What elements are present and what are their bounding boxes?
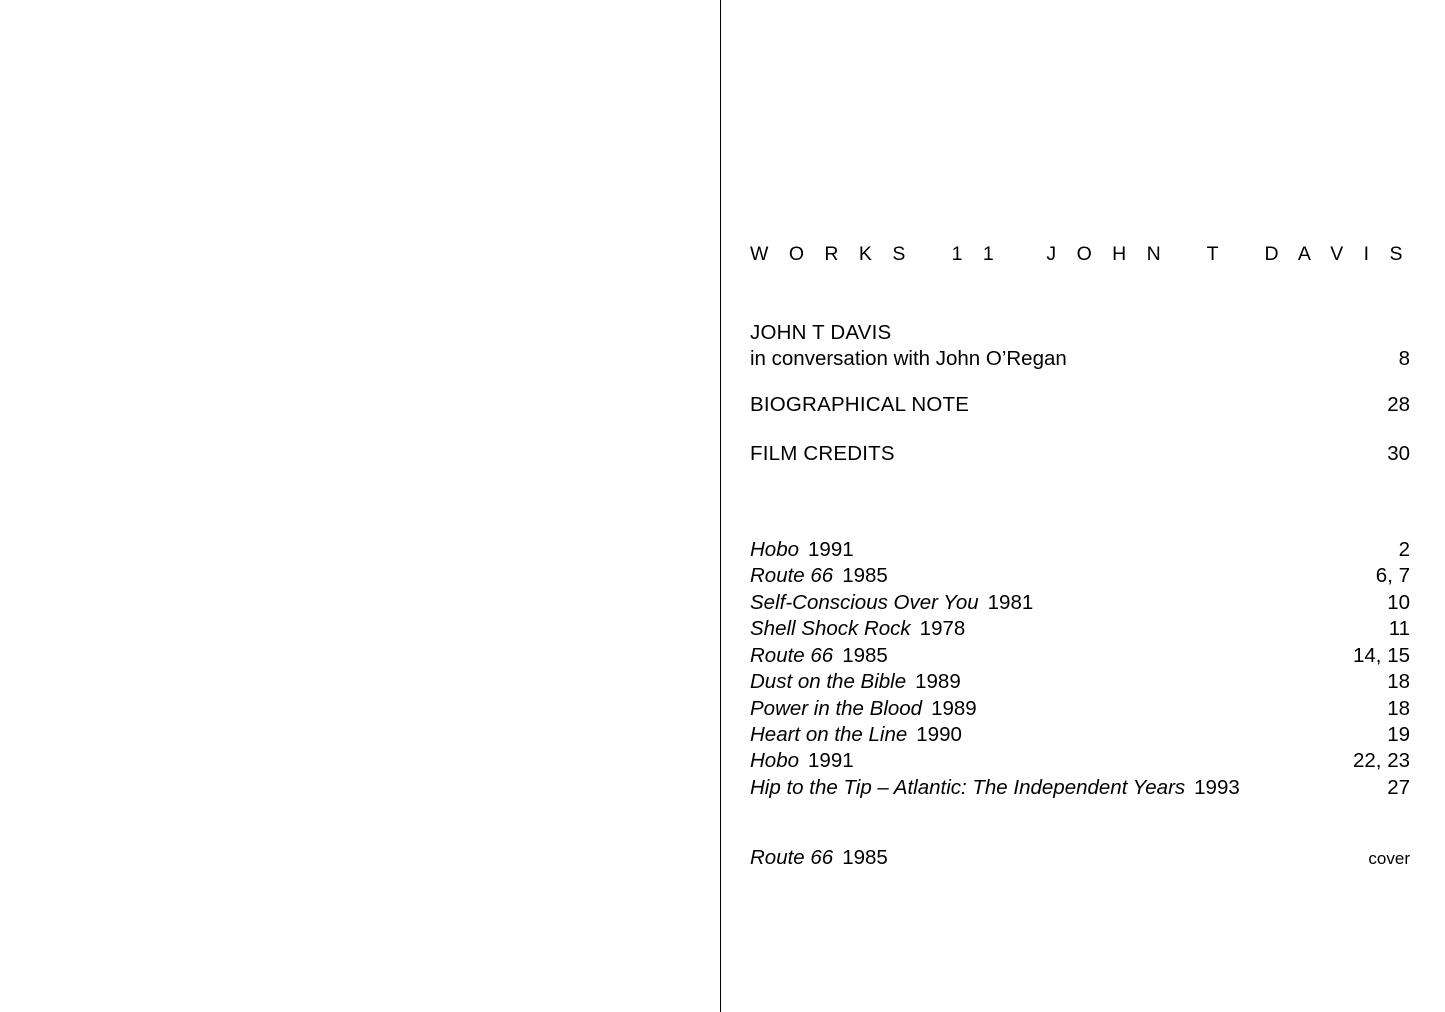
film-title: Shell Shock Rock (750, 617, 911, 641)
film-title: Heart on the Line (750, 723, 908, 746)
film-title: Hobo (750, 537, 800, 561)
film-title: Route 66 (750, 643, 834, 667)
biographical-note-page: 28 (1387, 393, 1410, 417)
film-year: 1985 (842, 643, 888, 667)
film-year: 1978 (919, 617, 966, 641)
running-head (750, 243, 1410, 266)
film-title: Power in the Blood (750, 696, 923, 720)
film-page: 18 (1387, 696, 1410, 720)
film-title: Route 66 (750, 564, 834, 588)
film-year: 1989 (931, 696, 977, 720)
film-year: 1981 (987, 590, 1034, 614)
film-year: 1991 (808, 537, 854, 561)
film-title: Hobo (750, 749, 800, 773)
film-title: Dust on the Bible (750, 670, 907, 694)
spacer (750, 489, 1410, 537)
running-head-left: W O R K S 1 1 (750, 243, 1002, 265)
toc-row (750, 441, 1410, 467)
film-list (750, 537, 1410, 801)
interview-title-line2: in conversation with John O’Regan (750, 347, 1067, 371)
list-item (750, 537, 1410, 563)
list-item (750, 722, 1410, 748)
interview-title-line1: JOHN T DAVIS (750, 321, 892, 344)
film-page: 10 (1387, 590, 1410, 614)
film-page: 2 (1398, 537, 1410, 561)
film-page: 27 (1387, 775, 1410, 799)
toc-entry-film-credits (750, 441, 1410, 467)
film-page: 18 (1387, 670, 1410, 694)
film-page: 6, 7 (1375, 564, 1410, 588)
film-year: 1985 (842, 564, 888, 588)
film-page: 11 (1388, 617, 1410, 641)
film-page: 14, 15 (1353, 643, 1410, 667)
biographical-note-label: BIOGRAPHICAL NOTE (750, 393, 970, 417)
list-item (750, 775, 1410, 801)
film-credits-page: 30 (1387, 441, 1410, 465)
film-year: 1993 (1194, 775, 1240, 799)
cover-credit (750, 845, 1410, 871)
list-item (750, 748, 1410, 774)
film-title: Self-Conscious Over You (750, 590, 979, 614)
toc-entry-biographical-note (750, 392, 1410, 418)
cover-page-label: cover (1368, 849, 1410, 869)
film-title: Hip to the Tip – Atlantic: The Independent Years (750, 775, 1186, 799)
list-item (750, 590, 1410, 616)
list-item (750, 669, 1410, 695)
film-year: 1990 (916, 723, 962, 746)
toc-row (750, 346, 1410, 372)
film-credits-label: FILM CREDITS (750, 441, 895, 465)
film-year: 1989 (915, 670, 961, 694)
contents-page (721, 0, 1445, 1012)
film-year: 1991 (808, 749, 854, 773)
toc-row (750, 392, 1410, 418)
spacer (750, 801, 1410, 845)
list-item (750, 563, 1410, 589)
interview-page: 8 (1398, 347, 1410, 371)
table-of-contents (750, 320, 1410, 872)
list-item (750, 643, 1410, 669)
cover-film-title: Route 66 (750, 846, 834, 870)
list-item (750, 616, 1410, 642)
cover-film-year: 1985 (842, 846, 888, 870)
toc-entry-interview (750, 320, 1410, 372)
toc-row (750, 320, 1410, 346)
left-blank-page (0, 0, 720, 1012)
film-page: 22, 23 (1353, 749, 1410, 773)
film-page: 19 (1387, 723, 1410, 746)
running-head-right: J O H N T D A V I S (1046, 243, 1410, 265)
list-item (750, 696, 1410, 722)
